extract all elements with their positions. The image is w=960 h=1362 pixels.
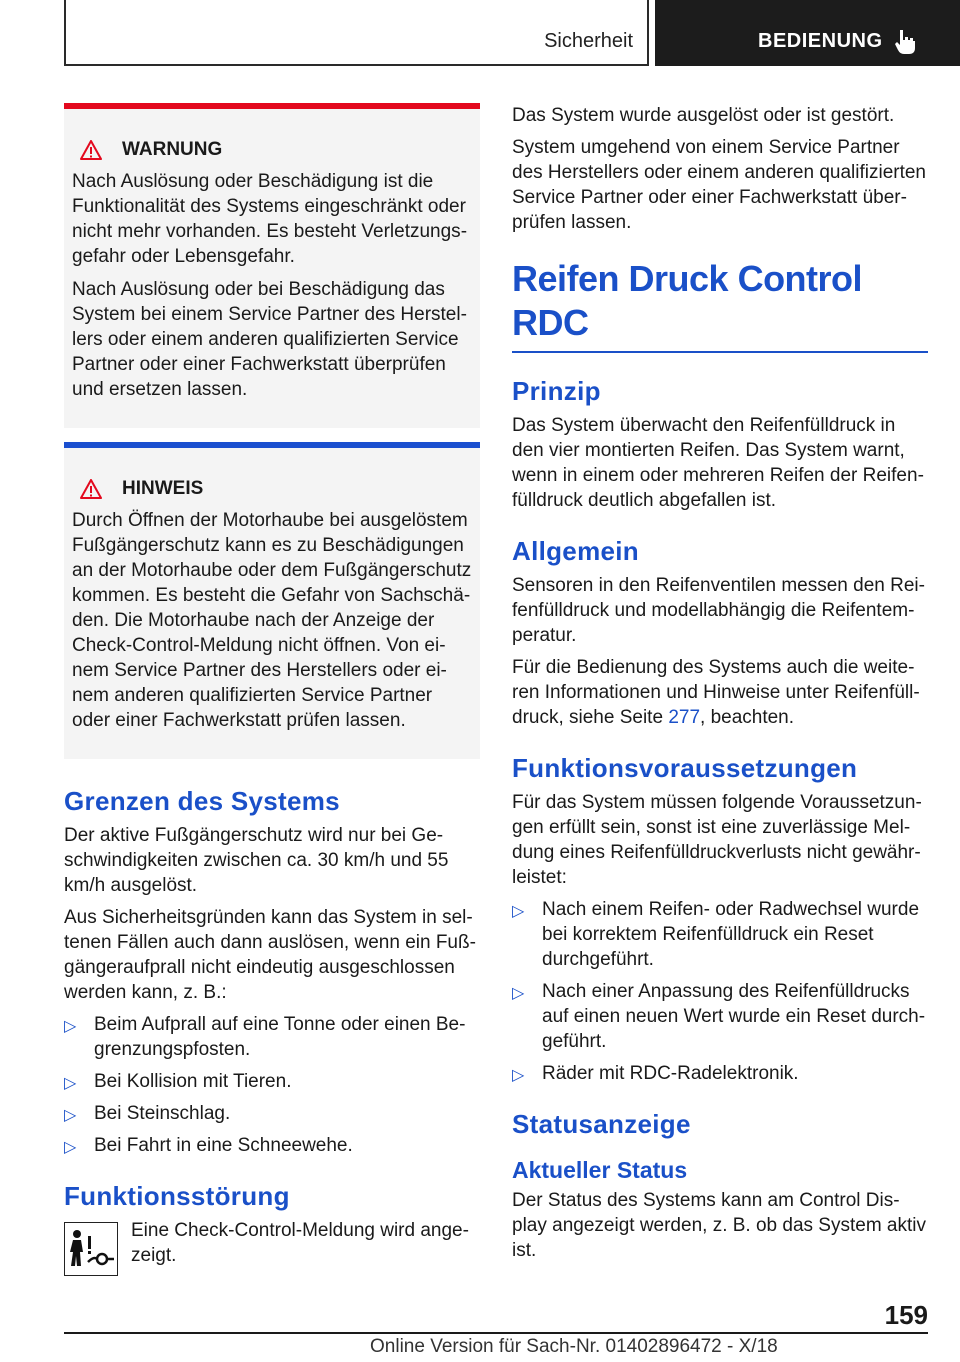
bullet-triangle-icon: ▷ <box>64 1139 77 1156</box>
header-section-tab <box>64 0 649 66</box>
warning-text-1: Nach Auslösung oder Beschädigung ist die Funktionalität des Systems eingeschränkt oder nicht mehr vorhanden. Es besteht Verletzungsgefahr oder Lebensgefahr. <box>72 171 468 267</box>
principle-text: Das System überwacht den Reifenfülldruck in den vier montierten Reifen. Das System warnt, wenn in einem oder mehreren Reifen der Reifenfülldruck deutlich abgefallen ist. <box>512 415 924 511</box>
header-section-label: Sicherheit <box>544 30 633 52</box>
bullet-triangle-icon: ▷ <box>64 1075 77 1092</box>
right-text-2: System umgehend von einem Service Partner des Herstellers oder einem anderen qualifizierten Service Partner oder einer Fachwerkstatt überprüfen lassen. <box>512 137 927 233</box>
list-item: ▷ Beim Aufprall auf eine Tonne oder einen Begrenzungspfosten. <box>64 1014 466 1060</box>
general-heading: Allgemein <box>512 536 639 566</box>
chapter-title: Reifen Druck Control RDC <box>512 257 928 353</box>
bullet-triangle-icon: ▷ <box>512 1067 525 1084</box>
footer-version: Online Version für Sach-Nr. 01402896472 - X/18 <box>370 1336 778 1357</box>
warning-title: WARNUNG <box>72 137 472 163</box>
status-heading: Statusanzeige <box>512 1109 691 1139</box>
limits-text-1: Der aktive Fußgängerschutz wird nur bei Geschwindigkeiten zwischen ca. 30 km/h und 55 km/h ausgelöst. <box>64 825 449 896</box>
footer-divider <box>64 1332 928 1334</box>
general-text-1: Sensoren in den Reifenventilen messen den Reifenfülldruck und modellabhängig die Reifentemperatur. <box>512 575 925 646</box>
right-text-1: Das System wurde ausgelöst oder ist gestört. <box>512 105 895 126</box>
list-item: ▷ Bei Steinschlag. <box>64 1101 480 1126</box>
status-subheading: Aktueller Status <box>512 1157 688 1183</box>
bullet-triangle-icon: ▷ <box>512 985 525 1002</box>
list-item: ▷ Bei Fahrt in eine Schneewehe. <box>64 1133 480 1158</box>
status-text: Der Status des Systems kann am Control Display angezeigt werden, z. B. ob das System aktiv ist. <box>512 1190 926 1261</box>
right-column <box>512 103 928 1270</box>
pedestrian-protection-icon <box>64 1222 118 1276</box>
principle-heading: Prinzip <box>512 376 601 406</box>
limits-list <box>64 1012 480 1158</box>
general-text-2: Für die Bedienung des Systems auch die weiteren Informationen und Hinweise unter Reifenfülldruck, siehe Seite 277, beachten. <box>512 657 920 728</box>
page-link[interactable]: 277 <box>668 707 701 728</box>
limits-heading: Grenzen des Systems <box>64 786 340 816</box>
bullet-triangle-icon: ▷ <box>64 1107 77 1124</box>
requirements-text: Für das System müssen folgende Voraussetzungen erfüllt sein, sonst ist eine zuverlässige Meldung eines Reifenfülldruckverlusts nicht gewährleistet: <box>512 792 922 888</box>
warning-triangle-icon <box>80 140 102 160</box>
hand-pointer-icon <box>891 26 921 56</box>
hint-title: HINWEIS <box>72 476 472 502</box>
page-number: 159 <box>884 1300 928 1330</box>
malfunction-row <box>64 1218 480 1276</box>
malfunction-text: Eine Check-Control-Meldung wird angezeigt. <box>131 1220 469 1266</box>
limits-text-2: Aus Sicherheitsgründen kann das System in seltenen Fällen auch dann auslösen, wenn ein Fußgängeraufprall nicht eindeutig ausgeschlossen werden kann, z. B.: <box>64 907 476 1003</box>
hint-text: Durch Öffnen der Motorhaube bei ausgelöstem Fußgängerschutz kann es zu Beschädigungen an der Motorhaube oder dem Fußgängerschutz kommen. Es besteht die Gefahr von Sachschäden. Die Motorhaube nach der Anzeige der Check-Control-Meldung nicht öffnen. Von einem Service Partner des Herstellers oder einem anderen qualifizierten Service Partner oder einer Fachwerkstatt prüfen lassen. <box>72 510 472 731</box>
header-chapter-label: BEDIENUNG <box>758 30 883 52</box>
malfunction-heading: Funktionsstörung <box>64 1181 290 1211</box>
warning-text-2: Nach Auslösung oder bei Beschädigung das System bei einem Service Partner des Herstellers oder einem anderen qualifizierten Service Partner oder einer Fachwerkstatt überprüfen und ersetzen lassen. <box>72 279 467 400</box>
list-item: ▷ Räder mit RDC-Radelektronik. <box>512 1061 928 1086</box>
requirements-heading: Funktionsvoraussetzungen <box>512 753 858 783</box>
hint-triangle-icon <box>80 479 102 499</box>
hint-box <box>64 442 480 759</box>
list-item: ▷ Nach einem Reifen- oder Radwechsel wurde bei korrektem Reifenfülldruck ein Reset durchgeführt. <box>512 899 920 970</box>
bullet-triangle-icon: ▷ <box>512 903 525 920</box>
list-item: ▷ Nach einer Anpassung des Reifenfülldrucks auf einen neuen Wert wurde ein Reset durchgeführt. <box>512 981 926 1052</box>
left-column <box>64 103 480 1276</box>
header-chapter-tab <box>655 0 960 66</box>
list-item: ▷ Bei Kollision mit Tieren. <box>64 1069 480 1094</box>
warning-box <box>64 103 480 428</box>
requirements-list <box>512 897 928 1086</box>
bullet-triangle-icon: ▷ <box>64 1018 77 1035</box>
